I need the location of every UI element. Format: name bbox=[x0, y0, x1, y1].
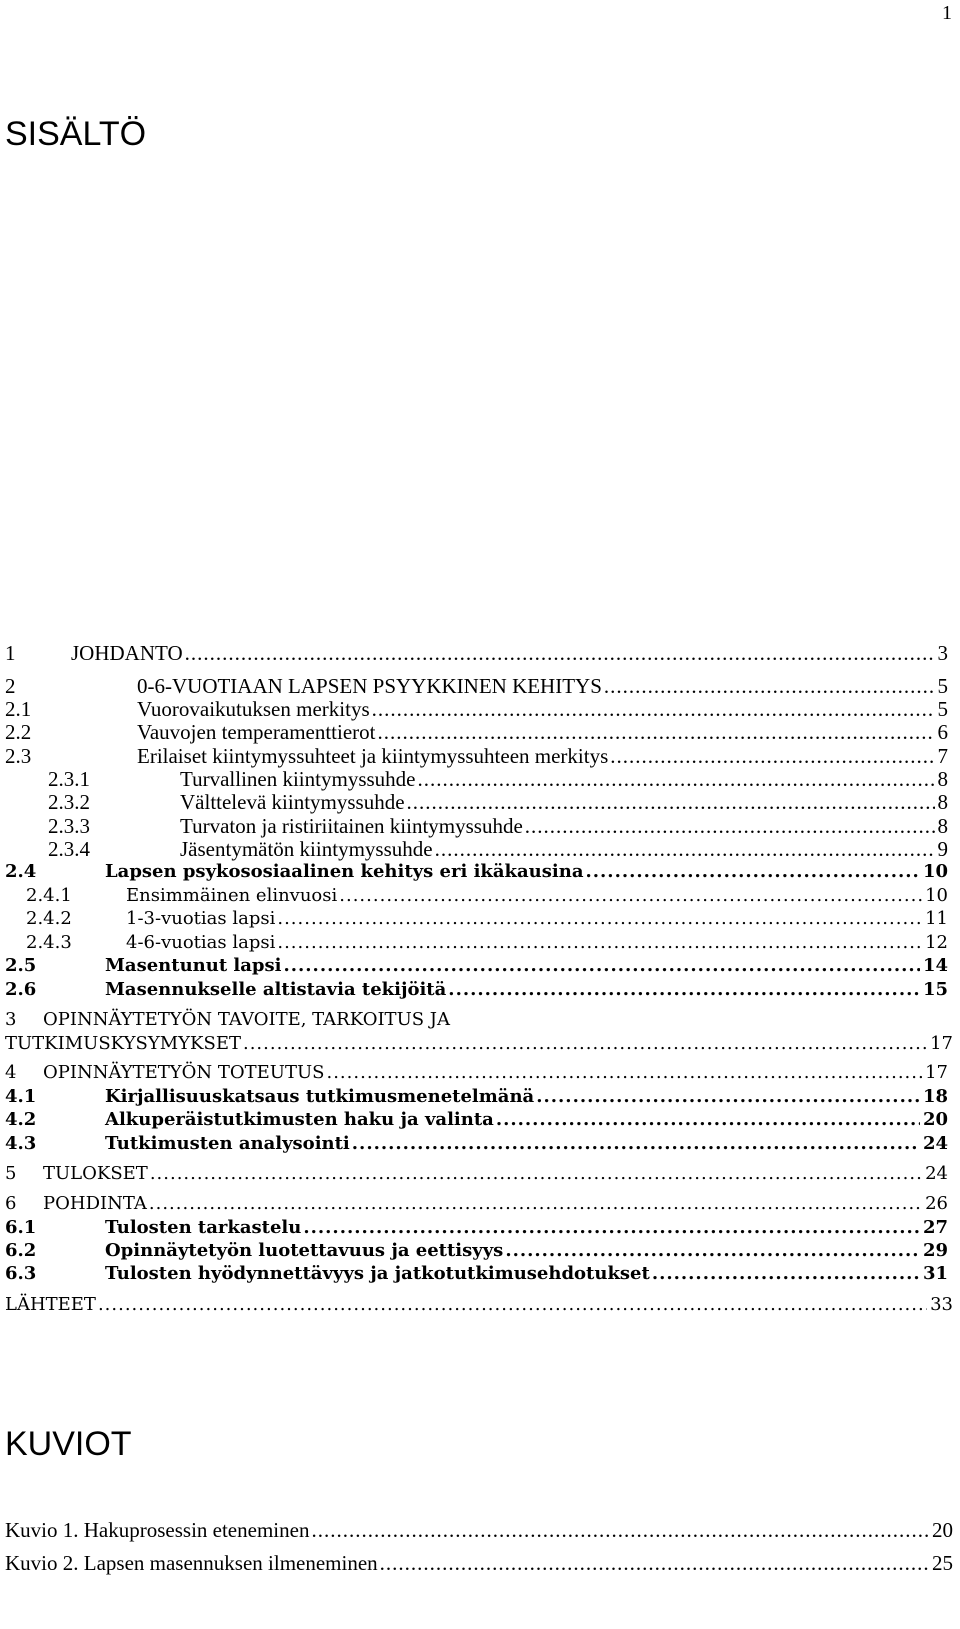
figure-page: 20 bbox=[932, 1518, 953, 1542]
toc-label: Tulosten tarkastelu bbox=[105, 1217, 302, 1238]
toc-number: 5 bbox=[5, 1163, 17, 1184]
toc-page: 11 bbox=[925, 908, 948, 929]
toc-page: 18 bbox=[922, 1086, 948, 1107]
toc-page: 10 bbox=[922, 861, 948, 882]
toc-number: 4 bbox=[5, 1062, 17, 1083]
toc-page: 7 bbox=[937, 744, 948, 768]
toc-entry[interactable] bbox=[0, 638, 948, 668]
toc-label: JOHDANTO bbox=[71, 641, 183, 665]
toc-number: 1 bbox=[5, 641, 16, 665]
figure-label: Kuvio 2. Lapsen masennuksen ilmeneminen bbox=[5, 1551, 378, 1575]
toc-number: 2.4.3 bbox=[26, 932, 72, 953]
toc-page: 5 bbox=[937, 674, 948, 698]
toc-label: 1-3-vuotias lapsi bbox=[126, 908, 276, 929]
toc-number: 2.3 bbox=[5, 744, 32, 768]
toc-label: Ensimmäinen elinvuosi bbox=[126, 885, 338, 906]
toc-label: TULOKSET bbox=[43, 1163, 148, 1184]
toc-page: 17 bbox=[925, 1062, 948, 1083]
toc-number: 3 bbox=[5, 1009, 17, 1030]
page-number: 1 bbox=[942, 2, 952, 24]
leader-dots bbox=[352, 1129, 920, 1159]
toc-label: Kirjallisuuskatsaus tutkimusmenetelmänä bbox=[105, 1086, 535, 1107]
toc-label: Tutkimusten analysointi bbox=[105, 1133, 350, 1154]
toc-number: 2.3.3 bbox=[48, 814, 90, 838]
toc-label: POHDINTA bbox=[43, 1193, 147, 1214]
figure-page: 25 bbox=[932, 1551, 953, 1575]
toc-page: 33 bbox=[930, 1294, 953, 1315]
leader-dots bbox=[243, 1029, 927, 1059]
toc-entry[interactable] bbox=[0, 1159, 948, 1189]
toc-label: Tulosten hyödynnettävyys ja jatkotutkimusehdotukset bbox=[105, 1263, 650, 1284]
toc-entry[interactable] bbox=[0, 975, 948, 1005]
toc-number: 4.2 bbox=[5, 1109, 37, 1130]
toc-page: 26 bbox=[925, 1193, 948, 1214]
toc-label: Vuorovaikutuksen merkitys bbox=[137, 697, 370, 721]
toc-page: 20 bbox=[922, 1109, 948, 1130]
toc-label: 4-6-vuotias lapsi bbox=[126, 932, 276, 953]
toc-number: 2.3.2 bbox=[48, 790, 90, 814]
toc-number: 4.3 bbox=[5, 1133, 37, 1154]
toc-page: 27 bbox=[922, 1217, 948, 1238]
toc-label: Lapsen psykososiaalinen kehitys eri ikäkausina bbox=[105, 861, 584, 882]
toc-page: 9 bbox=[937, 837, 948, 861]
leader-dots bbox=[150, 1159, 922, 1189]
toc-number: 2.5 bbox=[5, 955, 37, 976]
figures-title: KUVIOT bbox=[5, 1425, 132, 1463]
toc-number: 2.2 bbox=[5, 720, 32, 744]
toc-entry[interactable] bbox=[0, 1290, 953, 1320]
toc-page: 5 bbox=[937, 697, 948, 721]
toc-label: Vauvojen temperamenttierot bbox=[137, 720, 376, 744]
toc-title: SISÄLTÖ bbox=[5, 115, 147, 153]
toc-number: 2.1 bbox=[5, 697, 32, 721]
toc-number: 6.2 bbox=[5, 1240, 37, 1261]
toc-page: 24 bbox=[922, 1133, 948, 1154]
figure-entry[interactable] bbox=[0, 1515, 953, 1545]
toc-label: OPINNÄYTETYÖN TOTEUTUS bbox=[43, 1062, 325, 1083]
toc-number: 6.3 bbox=[5, 1263, 37, 1284]
toc-page: 8 bbox=[937, 814, 948, 838]
toc-label: LÄHTEET bbox=[5, 1294, 96, 1315]
toc-label: Turvallinen kiintymyssuhde bbox=[180, 767, 416, 791]
toc-page: 15 bbox=[922, 979, 948, 1000]
toc-page: 12 bbox=[925, 932, 948, 953]
toc-label: Masennukselle altistavia tekijöitä bbox=[105, 979, 447, 1000]
leader-dots bbox=[311, 1515, 929, 1545]
toc-page: 3 bbox=[937, 641, 948, 665]
toc-page: 31 bbox=[922, 1263, 948, 1284]
figure-label: Kuvio 1. Hakuprosessin eteneminen bbox=[5, 1518, 310, 1542]
leader-dots bbox=[380, 1548, 929, 1578]
figure-entry[interactable] bbox=[0, 1548, 953, 1578]
leader-dots bbox=[652, 1259, 920, 1289]
toc-label: Turvaton ja ristiriitainen kiintymyssuhde bbox=[180, 814, 523, 838]
toc-number: 2.4.2 bbox=[26, 908, 72, 929]
toc-page: 8 bbox=[937, 790, 948, 814]
toc-label: Opinnäytetyön luotettavuus ja eettisyys bbox=[105, 1240, 504, 1261]
toc-label: Masentunut lapsi bbox=[105, 955, 282, 976]
toc-page: 14 bbox=[922, 955, 948, 976]
toc-number: 2.6 bbox=[5, 979, 37, 1000]
toc-page: 6 bbox=[937, 720, 948, 744]
toc-label: Välttelevä kiintymyssuhde bbox=[180, 790, 405, 814]
toc-number: 2.4.1 bbox=[26, 885, 72, 906]
toc-label: OPINNÄYTETYÖN TAVOITE, TARKOITUS JA bbox=[43, 1009, 451, 1030]
toc-entry[interactable] bbox=[0, 1029, 953, 1059]
toc-page: 8 bbox=[937, 767, 948, 791]
toc-number: 2.4 bbox=[5, 861, 37, 882]
toc-entry[interactable] bbox=[0, 1129, 948, 1159]
toc-number: 2.3.4 bbox=[48, 837, 90, 861]
leader-dots bbox=[98, 1290, 927, 1320]
toc-label: 0-6-VUOTIAAN LAPSEN PSYYKKINEN KEHITYS bbox=[137, 674, 602, 698]
toc-entry[interactable] bbox=[0, 1259, 948, 1289]
toc-label: Jäsentymätön kiintymyssuhde bbox=[180, 837, 433, 861]
toc-number: 6 bbox=[5, 1193, 17, 1214]
toc-page: 29 bbox=[922, 1240, 948, 1261]
toc-page: 24 bbox=[925, 1163, 948, 1184]
toc-page: 17 bbox=[930, 1033, 953, 1054]
toc-number: 4.1 bbox=[5, 1086, 37, 1107]
toc-number: 6.1 bbox=[5, 1217, 37, 1238]
toc-label: Alkuperäistutkimusten haku ja valinta bbox=[105, 1109, 494, 1130]
toc-label: Erilaiset kiintymyssuhteet ja kiintymyssuhteen merkitys bbox=[137, 744, 609, 768]
toc-number: 2 bbox=[5, 674, 16, 698]
toc-label: TUTKIMUSKYSYMYKSET bbox=[5, 1033, 241, 1054]
leader-dots bbox=[448, 975, 920, 1005]
leader-dots bbox=[185, 638, 935, 668]
toc-page: 10 bbox=[925, 885, 948, 906]
toc-number: 2.3.1 bbox=[48, 767, 90, 791]
